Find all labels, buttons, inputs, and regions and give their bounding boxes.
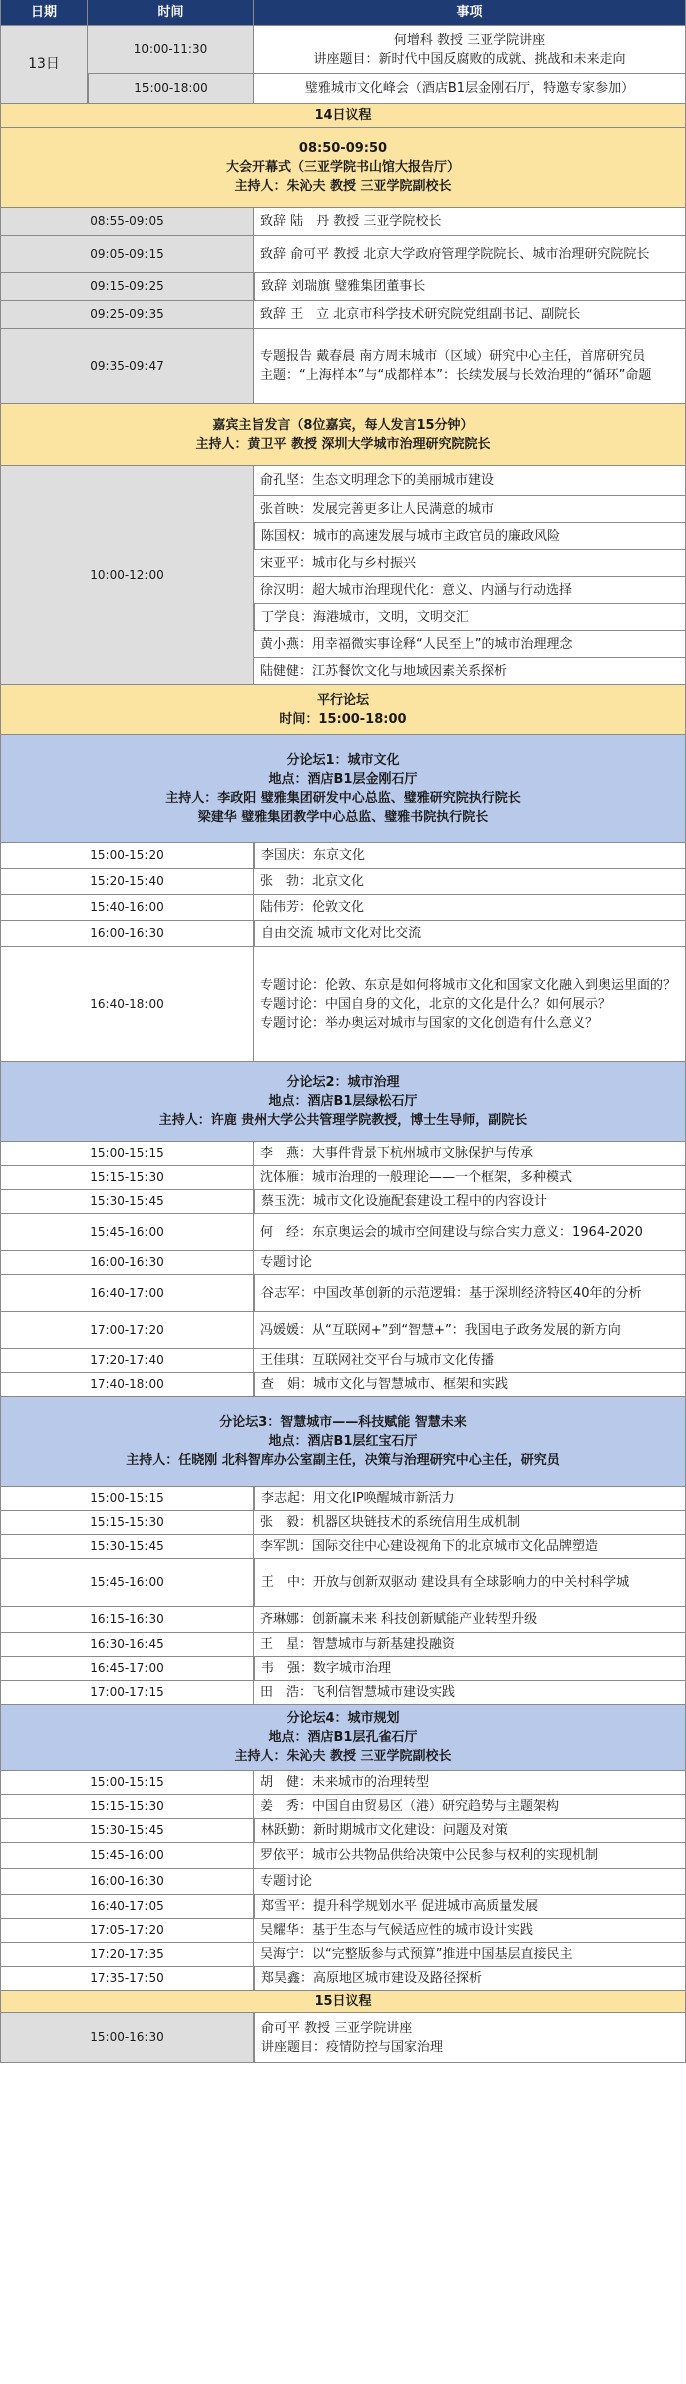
- agenda-item: [254, 947, 686, 1062]
- agenda-item: [254, 329, 686, 404]
- item-text: 冯媛媛：从“互联网+”到“智慧+”：我国电子政务发展的新方向: [260, 1322, 621, 1338]
- time-cell: 16:40-17:00: [0, 1275, 254, 1312]
- item-text: 王 星：智慧城市与新基建投融资: [260, 1637, 456, 1652]
- item-text: 讲座题目：新时代中国反腐败的成就、挑战和未来走向: [313, 51, 626, 67]
- forum2-banner-line: 地点：酒店B1层绿松石厅: [268, 1094, 418, 1109]
- item-text: 何 经：东京奥运会的城市空间建设与综合实力意义：1964-2020: [260, 1224, 643, 1240]
- parallel-banner-line: 平行论坛: [316, 692, 369, 708]
- agenda-item: [254, 1843, 686, 1869]
- date-cell: 13日: [0, 26, 88, 104]
- agenda-item: [254, 1771, 686, 1795]
- agenda-item: [254, 843, 686, 869]
- item-text: 李军凯：国际交往中心建设视角下的北京城市文化品牌塑造: [260, 1539, 599, 1554]
- agenda-item: [254, 1795, 686, 1819]
- agenda-item: [254, 1681, 686, 1705]
- guests-banner-line: 主持人：黄卫平 教授 深圳大学城市治理研究院院长: [195, 436, 491, 452]
- header-time: 时间: [88, 0, 254, 26]
- agenda-item: [254, 1312, 686, 1349]
- agenda-item: [254, 273, 686, 301]
- time-cell: 09:15-09:25: [0, 273, 254, 301]
- time-cell: 17:35-17:50: [0, 1967, 254, 1991]
- time-cell: 15:30-15:45: [0, 1190, 254, 1214]
- forum1-banner-line: 梁建华 璧雅集团教学中心总监、璧雅书院执行院长: [197, 809, 489, 825]
- item-text: 专题讨论：举办奥运对城市与国家的文化创造有什么意义？: [260, 1015, 599, 1031]
- time-cell: 16:00-16:30: [0, 921, 254, 947]
- agenda-item: [254, 869, 686, 895]
- forum2-banner-line: 主持人：许鹿 贵州大学公共管理学院教授，博士生导师，副院长: [158, 1113, 528, 1128]
- time-cell: 08:55-09:05: [0, 208, 254, 236]
- time-cell: 15:15-15:30: [0, 1166, 254, 1190]
- time-cell: 17:20-17:35: [0, 1943, 254, 1967]
- forum1-banner-line: 主持人：李政阳 璧雅集团研发中心总监、璧雅研究院执行院长: [165, 790, 521, 806]
- agenda-item: [254, 1535, 686, 1559]
- agenda-item: [254, 26, 686, 74]
- agenda-item: [254, 1559, 686, 1607]
- forum3-banner-line: 地点：酒店B1层红宝石厅: [268, 1434, 418, 1449]
- time-cell: 16:00-16:30: [0, 1869, 254, 1895]
- item-text: 俞可平 教授 三亚学院讲座: [261, 2020, 413, 2036]
- agenda-item: [254, 1895, 686, 1919]
- item-text: 张 勃：北京文化: [260, 874, 365, 889]
- item-text: 专题讨论：中国自身的文化，北京的文化是什么？如何展示？: [260, 996, 612, 1012]
- item-text: 姜 秀：中国自由贸易区（港）研究趋势与主题架构: [260, 1799, 560, 1814]
- item-text: 李志起：用文化IP唤醒城市新活力: [261, 1491, 455, 1506]
- agenda-item: [254, 1190, 686, 1214]
- time-cell: 09:35-09:47: [0, 329, 254, 404]
- item-text: 吴海宁：以“完整版参与式预算”推进中国基层直接民主: [260, 1947, 573, 1962]
- opening-banner: [0, 128, 686, 208]
- time-cell: 15:40-16:00: [0, 895, 254, 921]
- item-text: 郑雪平：提升科学规划水平 促进城市高质量发展: [261, 1899, 539, 1914]
- speaker-item: 丁学良：海港城市，文明，文明交汇: [254, 604, 686, 631]
- item-text: 专题报告 戴春晨 南方周末城市（区域）研究中心主任，首席研究员: [260, 349, 646, 364]
- agenda-item: [254, 1487, 686, 1511]
- item-text: 罗依平：城市公共物品供给决策中公民参与权利的实现机制: [260, 1848, 599, 1863]
- time-cell: 15:00-15:20: [0, 843, 254, 869]
- time-cell: 16:40-17:05: [0, 1895, 254, 1919]
- agenda-item: [254, 1967, 686, 1991]
- header-item: 事项: [254, 0, 686, 26]
- item-text: 王 中：开放与创新双驱动 建设具有全球影响力的中关村科学城: [261, 1575, 630, 1590]
- parallel-banner-line: 时间：15:00-18:00: [279, 711, 407, 727]
- opening-banner-line: 08:50-09:50: [298, 141, 388, 156]
- agenda-item: [254, 1919, 686, 1943]
- item-text: 沈体雁：城市治理的一般理论——一个框架，多种模式: [260, 1170, 573, 1185]
- item-text: 郑昊鑫：高原地区城市建设及路径探析: [261, 1971, 483, 1986]
- item-text: 李国庆：东京文化: [261, 848, 366, 863]
- agenda-item: [254, 1657, 686, 1681]
- forum2-banner-line: 分论坛2：城市治理: [286, 1075, 400, 1090]
- agenda-item: [254, 1943, 686, 1967]
- forum1-banner: [0, 735, 686, 843]
- day-title: [0, 1991, 686, 2013]
- time-cell: 15:00-15:15: [0, 1487, 254, 1511]
- time-cell: 17:00-17:15: [0, 1681, 254, 1705]
- forum4-banner-line: 分论坛4：城市规划: [286, 1711, 400, 1726]
- forum1-banner-line: 分论坛1：城市文化: [286, 752, 400, 768]
- item-text: 谷志军：中国改革创新的示范逻辑：基于深圳经济特区40年的分析: [261, 1285, 642, 1301]
- item-text: 璧雅城市文化峰会（酒店B1层金刚石厅，特邀专家参加）: [304, 81, 635, 96]
- forum3-banner-line: 分论坛3：智慧城市——科技赋能 智慧未来: [219, 1415, 467, 1430]
- time-cell: 15:00-18:00: [88, 74, 254, 104]
- item-text: 陆伟芳：伦敦文化: [260, 900, 365, 915]
- time-cell: 15:45-16:00: [0, 1843, 254, 1869]
- item-text: 田 浩：飞利信智慧城市建设实践: [260, 1685, 456, 1700]
- guests-banner-line: 嘉宾主旨发言（8位嘉宾，每人发言15分钟）: [212, 417, 474, 433]
- agenda-item: [254, 74, 686, 104]
- agenda-item: [254, 895, 686, 921]
- speaker-item: 宋亚平：城市化与乡村振兴: [254, 550, 686, 577]
- agenda-item: [254, 1373, 686, 1397]
- time-cell: 16:00-16:30: [0, 1251, 254, 1275]
- time-cell: 15:15-15:30: [0, 1795, 254, 1819]
- agenda-item: [254, 1142, 686, 1166]
- time-cell: 15:20-15:40: [0, 869, 254, 895]
- time-cell: 15:00-15:15: [0, 1771, 254, 1795]
- time-cell: 17:05-17:20: [0, 1919, 254, 1943]
- forum4-banner-line: 地点：酒店B1层孔雀石厅: [268, 1730, 418, 1745]
- opening-banner-line: 大会开幕式（三亚学院书山馆大报告厅）: [225, 160, 460, 175]
- item-text: 致辞 刘瑞旗 璧雅集团董事长: [261, 279, 426, 294]
- speaker-item: 陈国权：城市的高速发展与城市主政官员的廉政风险: [254, 523, 686, 550]
- agenda-item: [254, 301, 686, 329]
- day-title-line: 14日议程: [314, 108, 372, 123]
- item-text: 胡 健：未来城市的治理转型: [260, 1775, 430, 1790]
- forum1-banner-line: 地点：酒店B1层金刚石厅: [268, 771, 418, 787]
- agenda-item: [254, 1214, 686, 1251]
- opening-banner-line: 主持人：朱沁夫 教授 三亚学院副校长: [234, 179, 452, 194]
- agenda-item: [254, 921, 686, 947]
- item-text: 致辞 王 立 北京市科学技术研究院党组副书记、副院长: [260, 307, 581, 322]
- agenda-item: [254, 2013, 686, 2063]
- time-cell: 10:00-11:30: [88, 26, 254, 74]
- time-cell: 15:15-15:30: [0, 1511, 254, 1535]
- item-text: 查 娟：城市文化与智慧城市、框架和实践: [261, 1377, 509, 1392]
- agenda-item: [254, 1349, 686, 1373]
- item-text: 专题讨论：伦敦、东京是如何将城市文化和国家文化融入到奥运里面的？: [260, 977, 677, 993]
- time-cell: 16:15-16:30: [0, 1607, 254, 1633]
- time-cell: 15:30-15:45: [0, 1819, 254, 1843]
- time-cell: 09:05-09:15: [0, 236, 254, 273]
- forum2-banner: [0, 1062, 686, 1142]
- parallel-banner: [0, 685, 686, 735]
- item-text: 张 毅：机器区块链技术的系统信用生成机制: [260, 1515, 521, 1530]
- time-cell: 15:45-16:00: [0, 1214, 254, 1251]
- speaker-item: 张首映：发展完善更多让人民满意的城市: [254, 496, 686, 523]
- item-text: 何增科 教授 三亚学院讲座: [393, 32, 546, 48]
- time-cell: 15:30-15:45: [0, 1535, 254, 1559]
- guests-banner: [0, 404, 686, 466]
- forum3-banner: [0, 1397, 686, 1487]
- agenda-item: [254, 1633, 686, 1657]
- item-text: 自由交流 城市文化对比交流: [261, 926, 422, 941]
- item-text: 致辞 陆 丹 教授 三亚学院校长: [260, 214, 442, 229]
- agenda-item: [254, 1166, 686, 1190]
- agenda-item: [254, 1511, 686, 1535]
- time-cell: 09:25-09:35: [0, 301, 254, 329]
- day-title: [0, 104, 686, 128]
- day-title-line: 15日议程: [314, 1994, 372, 2009]
- forum3-banner-line: 主持人：任晓刚 北科智库办公室副主任，决策与治理研究中心主任，研究员: [126, 1453, 560, 1468]
- item-text: 齐琳娜：创新赢未来 科技创新赋能产业转型升级: [260, 1612, 538, 1627]
- time-cell: 10:00-12:00: [0, 466, 254, 685]
- time-cell: 15:00-16:30: [0, 2013, 254, 2063]
- speaker-item: 陆健健：江苏餐饮文化与地域因素关系探析: [254, 658, 686, 685]
- agenda-item: [254, 1607, 686, 1633]
- agenda-item: [254, 1275, 686, 1312]
- forum4-banner: [0, 1705, 686, 1771]
- time-cell: 16:40-18:00: [0, 947, 254, 1062]
- time-cell: 15:45-16:00: [0, 1559, 254, 1607]
- item-text: 专题讨论: [260, 1255, 313, 1270]
- time-cell: 17:40-18:00: [0, 1373, 254, 1397]
- time-cell: 17:00-17:20: [0, 1312, 254, 1349]
- speaker-item: 黄小燕：用幸福微实事诠释“人民至上”的城市治理理念: [254, 631, 686, 658]
- time-cell: 15:00-15:15: [0, 1142, 254, 1166]
- item-text: 专题讨论: [260, 1874, 313, 1889]
- agenda-item: [254, 1819, 686, 1843]
- time-cell: 16:30-16:45: [0, 1633, 254, 1657]
- item-text: 李 燕：大事件背景下杭州城市文脉保护与传承: [260, 1146, 534, 1161]
- forum4-banner-line: 主持人：朱沁夫 教授 三亚学院副校长: [234, 1749, 452, 1764]
- header-date: 日期: [0, 0, 88, 26]
- time-cell: 17:20-17:40: [0, 1349, 254, 1373]
- time-cell: 16:45-17:00: [0, 1657, 254, 1681]
- item-text: 林跃勤：新时期城市文化建设：问题及对策: [261, 1823, 509, 1838]
- agenda-item: [254, 208, 686, 236]
- item-text: 主题：“上海样本”与“成都样本”：长续发展与长效治理的“循环”命题: [260, 368, 652, 383]
- agenda-item: [254, 1869, 686, 1895]
- item-text: 王佳琪：互联网社交平台与城市文化传播: [260, 1353, 495, 1368]
- item-text: 讲座题目：疫情防控与国家治理: [261, 2039, 444, 2055]
- item-text: 韦 强：数字城市治理: [261, 1661, 392, 1676]
- speaker-item: 徐汉明：超大城市治理现代化：意义、内涵与行动选择: [254, 577, 686, 604]
- item-text: 致辞 俞可平 教授 北京大学政府管理学院院长、城市治理研究院院长: [260, 246, 650, 262]
- speaker-item: 俞孔坚：生态文明理念下的美丽城市建设: [254, 466, 686, 496]
- agenda-item: [254, 1251, 686, 1275]
- item-text: 蔡玉洗：城市文化设施配套建设工程中的内容设计: [261, 1194, 548, 1209]
- item-text: 吴耀华：基于生态与气候适应性的城市设计实践: [260, 1923, 534, 1938]
- agenda-item: [254, 236, 686, 273]
